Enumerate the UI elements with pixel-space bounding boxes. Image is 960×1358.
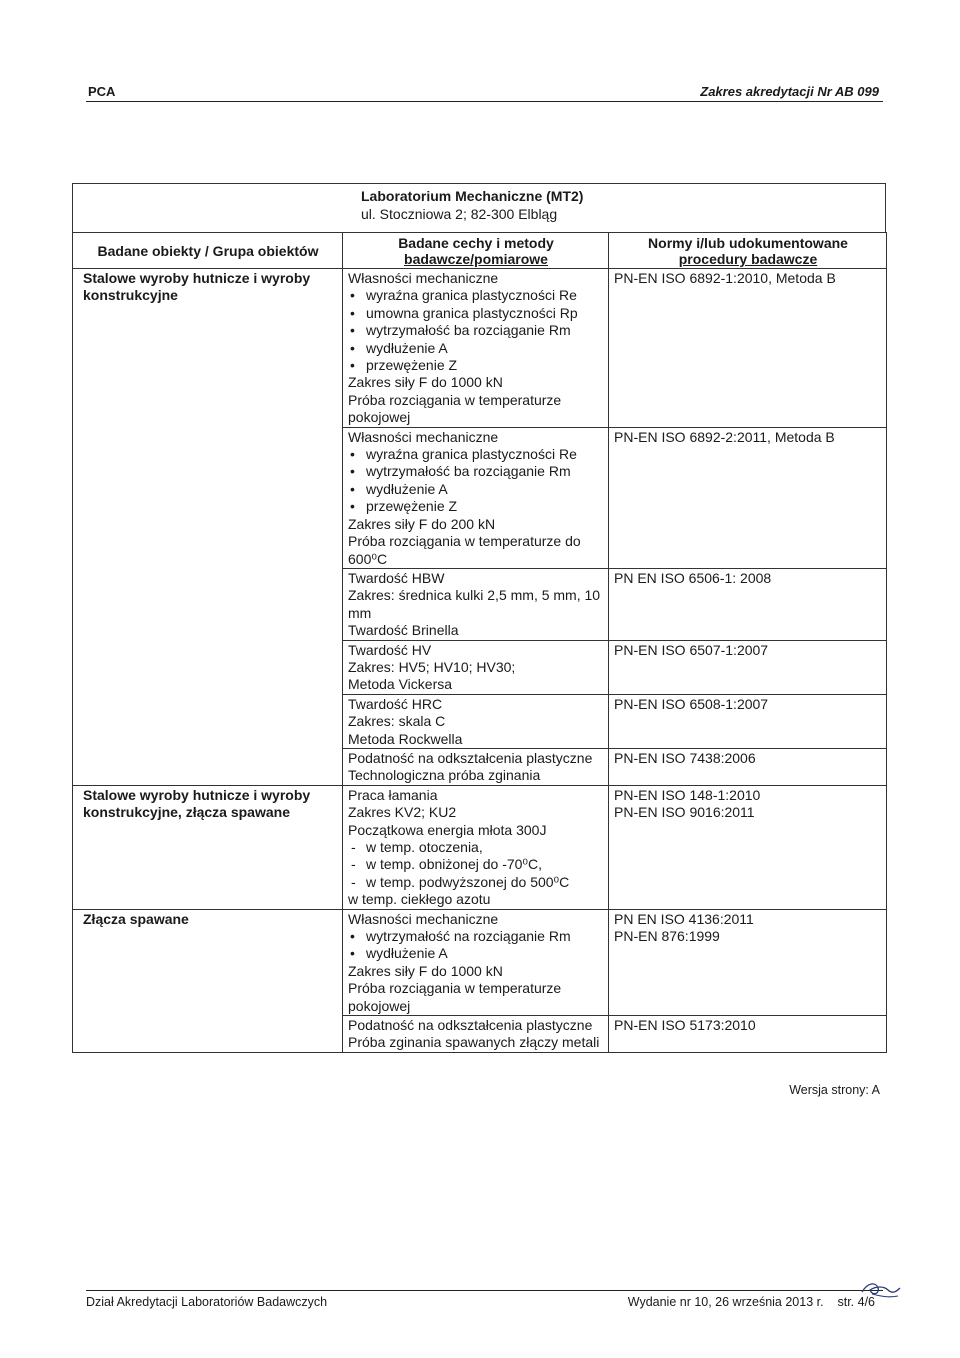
method-line: Podatność na odkształcenia plastyczne xyxy=(348,1017,593,1034)
method-line: Zakres siły F do 200 kN xyxy=(348,515,496,532)
method-cell xyxy=(343,427,609,568)
header-left: PCA xyxy=(88,84,116,99)
dash-item: - w temp. obniżonej do -70⁰C, xyxy=(348,856,604,873)
footer-left: Dział Akredytacji Laboratoriów Badawczych xyxy=(86,1295,328,1309)
laboratory-title: Laboratorium Mechaniczne (MT2) xyxy=(361,188,584,204)
method-line: w temp. ciekłego azotu xyxy=(348,891,491,908)
norm-cell xyxy=(609,640,887,694)
bullet-item: • wytrzymałość ba rozciąganie Rm xyxy=(348,322,604,339)
bullet-item: • wytrzymałość na rozciąganie Rm xyxy=(348,928,604,945)
method-cell xyxy=(343,568,609,640)
bullet-item: • przewężenie Z xyxy=(348,498,604,515)
method-line: Twardość HBW xyxy=(348,569,445,586)
method-cell xyxy=(343,1016,609,1053)
bullet-item: • wyraźna granica plastyczności Re xyxy=(348,287,604,304)
table-header-row xyxy=(73,233,887,269)
method-line: Próba zginania spawanych złączy metali xyxy=(348,1034,600,1051)
table-row xyxy=(73,909,887,1015)
page-footer xyxy=(86,1290,883,1309)
col3-header xyxy=(609,233,887,269)
method-line: Własności mechaniczne xyxy=(348,270,499,286)
method-line: Metoda Vickersa xyxy=(348,676,453,693)
accreditation-table xyxy=(72,232,887,1053)
header-accreditation-number: Zakres akredytacji Nr AB 099 xyxy=(700,84,879,99)
norm-cell xyxy=(609,748,887,785)
norm-cell xyxy=(609,785,887,909)
method-line: Twardość HV xyxy=(348,641,432,658)
dash-item: - w temp. otoczenia, xyxy=(348,839,604,856)
norm-reference: PN EN ISO 6506-1: 2008 xyxy=(614,569,772,586)
norm-cell xyxy=(609,909,887,1015)
method-cell xyxy=(343,748,609,785)
norm-reference: PN-EN ISO 7438:2006 xyxy=(614,749,756,766)
norm-reference: PN-EN ISO 6508-1:2007 xyxy=(614,695,769,712)
col2-header-line2: badawcze/pomiarowe xyxy=(404,251,548,267)
method-line: Zakres siły F do 1000 kN xyxy=(348,962,503,979)
method-line: Zakres siły F do 1000 kN xyxy=(348,374,503,391)
method-line: Własności mechaniczne xyxy=(348,428,499,445)
norm-cell xyxy=(609,568,887,640)
dash-item: - w temp. podwyższonej do 500⁰C xyxy=(348,874,604,891)
bullet-item: • wydłużenie A xyxy=(348,481,604,498)
col1-header: Badane obiekty / Grupa obiektów xyxy=(73,233,343,269)
page-version: Wersja strony: A xyxy=(789,1083,880,1097)
col2-header-line1: Badane cechy i metody xyxy=(398,235,554,251)
col2-header xyxy=(343,233,609,269)
method-line: Twardość Brinella xyxy=(348,622,459,639)
bullet-item: • wyraźna granica plastyczności Re xyxy=(348,446,604,463)
method-line: Własności mechaniczne xyxy=(348,910,499,927)
table-row xyxy=(73,785,887,909)
method-line: Próba rozciągania w temperaturze pokojowej xyxy=(348,391,562,426)
norm-reference: PN EN ISO 4136:2011 xyxy=(614,910,754,927)
method-line: Próba rozciągania w temperaturze do 600⁰C xyxy=(348,533,581,567)
norm-reference: PN-EN ISO 6892-1:2010, Metoda B xyxy=(614,270,836,286)
method-cell xyxy=(343,640,609,694)
norm-reference: PN-EN ISO 148-1:2010 xyxy=(614,786,761,803)
method-line: Zakres: skala C xyxy=(348,713,446,730)
bullet-item: • wytrzymałość ba rozciąganie Rm xyxy=(348,463,604,480)
footer-right: Wydanie nr 10, 26 września 2013 r. str. 4/6 xyxy=(627,1295,875,1309)
method-cell xyxy=(343,909,609,1015)
method-line: Praca łamania xyxy=(348,786,438,803)
bullet-item: • przewężenie Z xyxy=(348,357,604,374)
norm-reference: PN-EN ISO 6892-2:2011, Metoda B xyxy=(614,428,835,445)
bullet-item: • wydłużenie A xyxy=(348,340,604,357)
method-line: Twardość HRC xyxy=(348,695,443,712)
method-cell xyxy=(343,269,609,428)
table-row xyxy=(73,269,887,428)
norm-cell xyxy=(609,427,887,568)
page-header xyxy=(86,84,883,102)
laboratory-address: ul. Stoczniowa 2; 82-300 Elbląg xyxy=(361,206,558,222)
method-cell xyxy=(343,694,609,748)
bullet-item: • umowna granica plastyczności Rp xyxy=(348,305,604,322)
laboratory-banner xyxy=(72,183,886,233)
method-line: Zakres: średnica kulki 2,5 mm, 5 mm, 10 mm xyxy=(348,587,601,621)
norm-reference: PN-EN ISO 6507-1:2007 xyxy=(614,641,769,658)
norm-reference: PN-EN ISO 9016:2011 xyxy=(614,804,755,821)
method-cell xyxy=(343,785,609,909)
bullet-item: • wydłużenie A xyxy=(348,945,604,962)
norm-reference: PN-EN ISO 5173:2010 xyxy=(614,1017,756,1034)
col3-header-line2: procedury badawcze xyxy=(678,251,818,267)
method-line: Podatność na odkształcenia plastyczne xyxy=(348,749,593,766)
method-line: Początkowa energia młota 300J xyxy=(348,821,547,838)
method-line: Technologiczna próba zginania xyxy=(348,767,541,784)
method-line: Zakres: HV5; HV10; HV30; xyxy=(348,658,516,675)
table-body xyxy=(73,269,887,1053)
norm-cell xyxy=(609,1016,887,1053)
object-group-cell: Stalowe wyroby hutnicze i wyroby konstrukcyjne, złącza spawane xyxy=(73,785,343,909)
handwritten-initials-icon xyxy=(858,1276,902,1300)
col3-header-line1: Normy i/lub udokumentowane xyxy=(648,235,848,251)
method-line: Zakres KV2; KU2 xyxy=(348,804,457,821)
method-line: Próba rozciągania w temperaturze pokojowej xyxy=(348,980,562,1014)
object-group-cell: Stalowe wyroby hutnicze i wyroby konstrukcyjne xyxy=(73,269,343,786)
norm-cell xyxy=(609,269,887,428)
method-line: Metoda Rockwella xyxy=(348,730,463,747)
norm-reference: PN-EN 876:1999 xyxy=(614,928,720,945)
object-group-cell: Złącza spawane xyxy=(73,909,343,1052)
norm-cell xyxy=(609,694,887,748)
